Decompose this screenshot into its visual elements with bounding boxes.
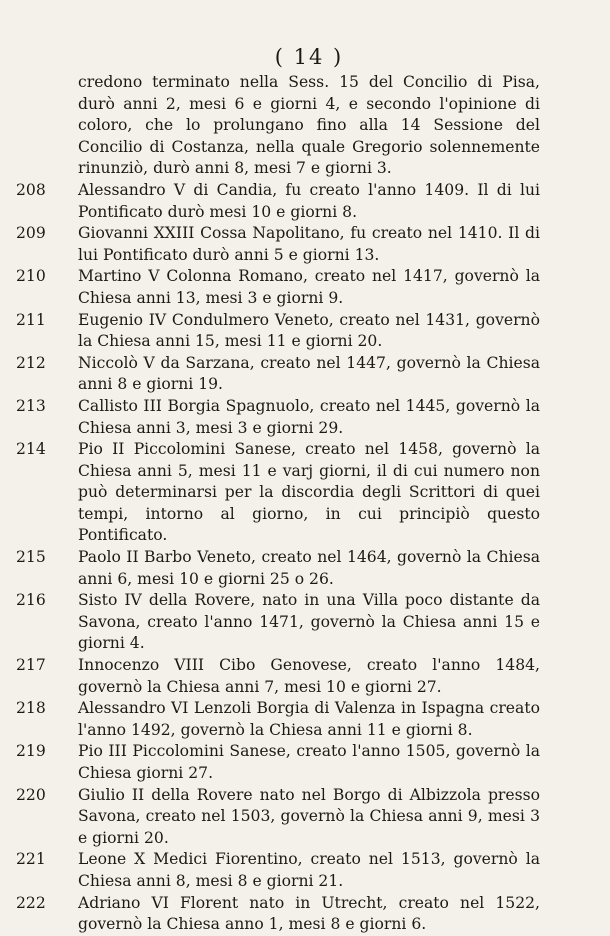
entry-text: Martino V Colonna Romano, creato nel 1417, governò la Chiesa anni 13, mesi 3 e giorni 9. xyxy=(78,267,540,307)
pope-entry-220 xyxy=(16,785,540,850)
entry-text: Alessandro VI Lenzoli Borgia di Valenza in Ispagna creato l'anno 1492, governò la Chiesa anni 11 e giorni 8. xyxy=(78,699,540,739)
entry-number: 221 xyxy=(16,850,46,869)
entry-text: Giovanni XXIII Cossa Napolitano, fu creato nel 1410. Il di lui Pontificato durò anni 5 e giorni 13. xyxy=(78,224,540,264)
pope-entry-221 xyxy=(16,849,540,892)
entry-number: 217 xyxy=(16,656,46,675)
pope-entry-219 xyxy=(16,741,540,784)
entry-number: 219 xyxy=(16,742,46,761)
pope-entry-213 xyxy=(16,396,540,439)
entry-text: Pio II Piccolomini Sanese, creato nel 1458, governò la Chiesa anni 5, mesi 11 e varj giorni, il di cui numero non può determinarsi per la discordia degli Scrittori di quei tempi, intorno al giorno, in cui principiò questo Pontificato. xyxy=(78,440,540,545)
entry-number: 208 xyxy=(16,180,46,199)
pope-entry-210 xyxy=(16,266,540,309)
entry-text: Callisto III Borgia Spagnuolo, creato nel 1445, governò la Chiesa anni 3, mesi 3 e giorni 29. xyxy=(78,396,540,437)
pope-list xyxy=(16,180,540,936)
entry-text: Alessandro V di Candia, fu creato l'anno 1409. Il di lui Pontificato durò mesi 10 e giorni 8. xyxy=(78,180,540,221)
entry-text: Leone X Medici Fiorentino, creato nel 1513, governò la Chiesa anni 8, mesi 8 e giorni 21. xyxy=(78,850,540,890)
entry-number: 222 xyxy=(16,893,46,912)
entry-number: 212 xyxy=(16,353,46,372)
entry-text: Giulio II della Rovere nato nel Borgo di Albizzola presso Savona, creato nel 1503, governò la Chiesa anni 9, mesi 3 e giorni 20. xyxy=(78,785,540,847)
pope-entry-211 xyxy=(16,310,540,353)
entry-number: 213 xyxy=(16,396,46,415)
entry-text: Adriano VI Florent nato in Utrecht, creato nel 1522, governò la Chiesa anno 1, mesi 8 e giorni 6. xyxy=(78,893,540,934)
entry-number: 214 xyxy=(16,440,46,459)
pope-entry-215 xyxy=(16,547,540,590)
pope-entry-218 xyxy=(16,698,540,741)
entry-number: 211 xyxy=(16,310,46,329)
pope-entry-212 xyxy=(16,353,540,396)
entry-text: Niccolò V da Sarzana, creato nel 1447, governò la Chiesa anni 8 e giorni 19. xyxy=(78,353,540,394)
continuation-paragraph: credono terminato nella Sess. 15 del Concilio di Pisa, durò anni 2, mesi 6 e giorni 4, e secondo l'opinione di coloro, che lo prolungano fino alla 14 Sessione del Concilio di Costanza, nella quale Gregorio solennemente rinunziò, durò anni 8, mesi 7 e giorni 3. xyxy=(78,73,540,178)
entry-number: 216 xyxy=(16,591,46,610)
entry-number: 215 xyxy=(16,548,46,567)
pope-entry-214 xyxy=(16,439,540,547)
entry-number: 210 xyxy=(16,267,46,286)
pope-entry-216 xyxy=(16,590,540,655)
pope-entry-217 xyxy=(16,655,540,698)
entry-number: 220 xyxy=(16,785,46,804)
page-number: ( 14 ) xyxy=(274,45,344,69)
pope-entry-208 xyxy=(16,180,540,223)
entry-number: 209 xyxy=(16,224,46,243)
entry-number: 218 xyxy=(16,699,46,718)
entry-text: Pio III Piccolomini Sanese, creato l'anno 1505, governò la Chiesa giorni 27. xyxy=(78,742,540,782)
entry-text: Paolo II Barbo Veneto, creato nel 1464, governò la Chiesa anni 6, mesi 10 e giorni 25 o 26. xyxy=(78,548,540,588)
pope-entry-209 xyxy=(16,223,540,266)
pope-entry-222 xyxy=(16,893,540,936)
entry-text: Eugenio IV Condulmero Veneto, creato nel 1431, governò la Chiesa anni 15, mesi 11 e giorni 20. xyxy=(78,310,540,351)
entry-text: Sisto IV della Rovere, nato in una Villa poco distante da Savona, creato l'anno 1471, governò la Chiesa anni 15 e giorni 4. xyxy=(78,591,540,653)
entry-text: Innocenzo VIII Cibo Genovese, creato l'anno 1484, governò la Chiesa anni 7, mesi 10 e giorni 27. xyxy=(78,656,540,696)
